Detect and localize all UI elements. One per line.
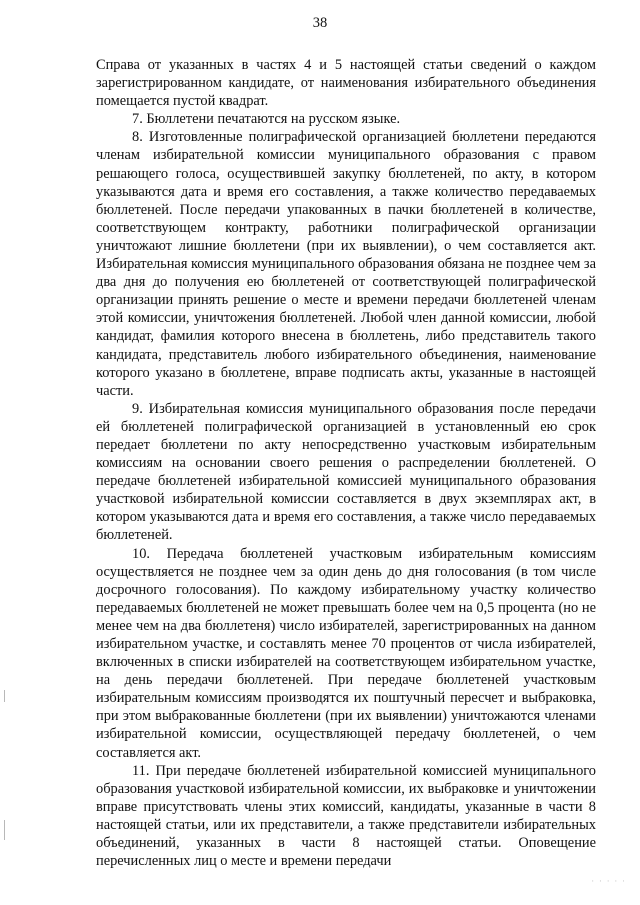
scan-edge-mark — [4, 820, 5, 840]
scan-noise: · · · · · — [591, 877, 626, 887]
paragraph-empty-box-note: Справа от указанных в частях 4 и 5 настоящей статьи сведений о каждом зарегистрированном кандидате, от наименования избирательного объединения помещается пустой квадрат. — [96, 57, 596, 110]
page-number: 38 — [312, 15, 328, 31]
paragraph-9-transfer-to-precincts: 9. Избирательная комиссия муниципального образования после передачи ей бюллетеней полиграфической организацией в установленный ею срок передает бюллетени по акту непосредственно участковым избирательным комиссиям на основании своего решения о распределении бюллетеней. О передаче бюллетеней избирательной комиссией муниципального образования участковой избирательной комиссии составляется в двух экземплярах акт, в котором указываются дата и время его составления, а также число передаваемых бюллетеней. — [96, 400, 596, 544]
paragraph-10-transfer-timing: 10. Передача бюллетеней участковым избирательным комиссиям осуществляется не позднее чем за один день до дня голосования (в том числе досрочного голосования). По каждому избирательному участку количество передаваемых бюллетеней не может превышать более чем на 0,5 процента (но не менее чем на два бюллетеня) число избирателей, зарегистрированных на данном избирательном участке, и составлять менее 70 процентов от числа избирателей, включенных в списки избирателей на соответствующем избирательном участке, на день передачи бюллетеней. При передаче бюллетеней участковым избирательным комиссиям производятся их поштучный пересчет и выбраковка, при этом выбракованные бюллетени (при их выявлении) уничтожаются членами избирательной комиссии, осуществляющей передачу бюллетеней, о чем составляется акт. — [96, 545, 596, 761]
paragraph-11-observers: 11. При передаче бюллетеней избирательной комиссией муниципального образования участковой избирательной комиссии, их выбраковке и уничтожении вправе присутствовать члены этих комиссий, кандидаты, указанные в части 8 настоящей статьи, или их представители, а также представители избирательных объединений, указанных в части 8 настоящей статьи. Оповещение перечисленных лиц о месте и времени передачи — [96, 762, 596, 870]
scan-edge-mark — [4, 690, 5, 702]
paragraph-7-language: 7. Бюллетени печатаются на русском языке. — [132, 111, 401, 128]
document-body — [96, 56, 596, 870]
paragraph-8-transfer-to-commission: 8. Изготовленные полиграфической организацией бюллетени передаются членам избирательной комиссии муниципального образования с правом решающего голоса, осуществившей закупку бюллетеней, по акту, в котором указываются дата и время его составления, а также количество передаваемых бюллетеней. После передачи упакованных в пачки бюллетеней в количестве, соответствующем контракту, работники полиграфической организации уничтожают лишние бюллетени (при их выявлении), о чем составляется акт. Избирательная комиссия муниципального образования обязана не позднее чем за два дня до получения ею бюллетеней от соответствующей полиграфической организации принять решение о месте и времени передачи бюллетеней членам этой комиссии, уничтожения бюллетеней. Любой член данной комиссии, любой кандидат, фамилия которого внесена в бюллетень, либо представитель такого кандидата, представитель любого избирательного объединения, наименование которого указано в бюллетене, вправе подписать акты, указанные в настоящей части. — [96, 129, 596, 399]
